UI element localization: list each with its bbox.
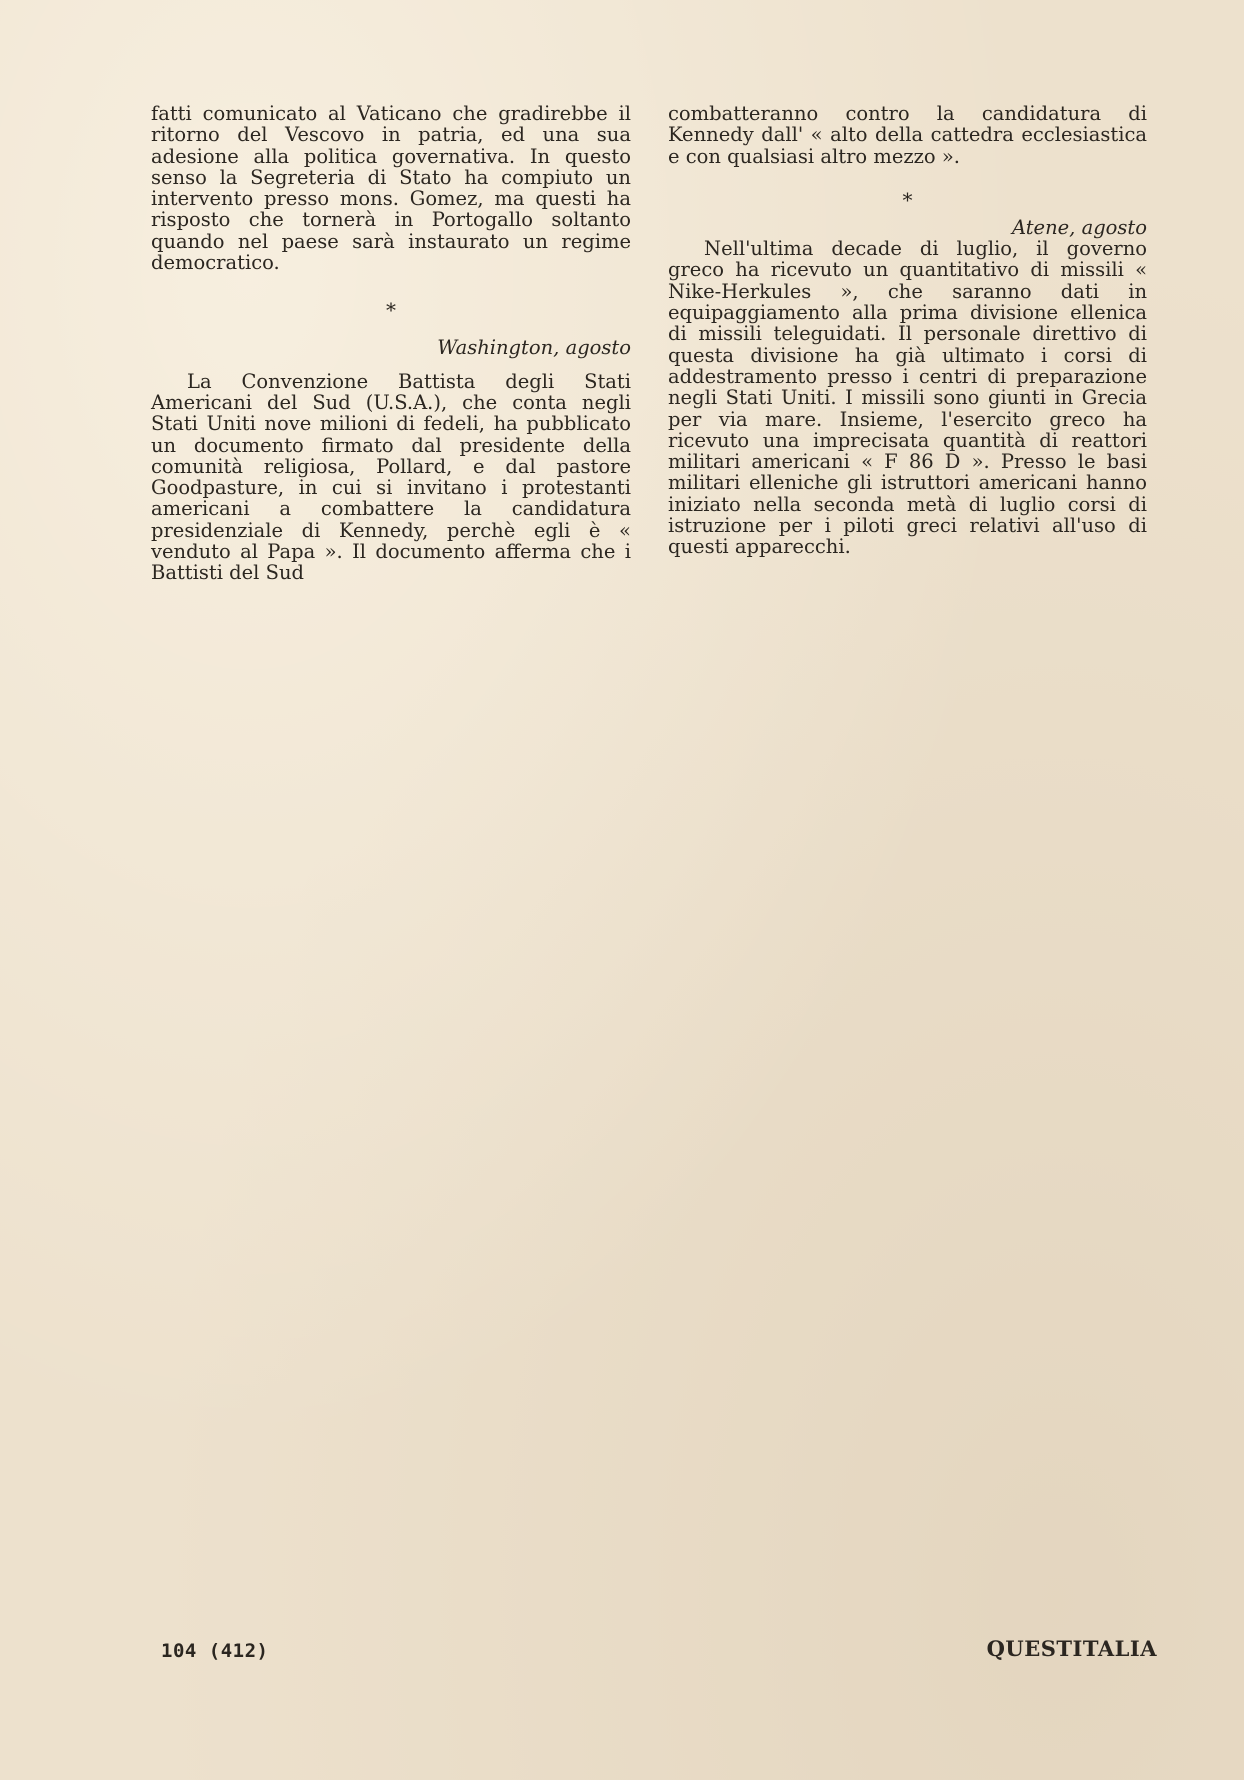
body-paragraph: Nell'ultima decade di luglio, il governo greco ha ricevuto un quantitativo di missili « Nike-Herkules », che saranno dati in equipaggiamento alla prima divisione ellenica di missili teleguidati. Il personale direttivo di questa divisione ha già ultimato i corsi di addestramento presso i centri di preparazione negli Stati Uniti. I missili sono giunti in Grecia per via mare. Insieme, l'esercito greco ha ricevuto una imprecisata quantità di reattori militari americani « F 86 D ». Presso le basi militari elleniche gli istruttori americani hanno iniziato nella seconda metà di luglio corsi di istruzione per i piloti greci relativi all'uso di questi apparecchi.	[668, 237, 1147, 559]
left-column	[151, 103, 631, 584]
publication-name: QUESTITALIA	[986, 1636, 1157, 1661]
section-separator-asterisk: *	[902, 187, 913, 212]
right-column	[668, 103, 1147, 558]
page-number: 104 (412)	[161, 1640, 269, 1662]
body-paragraph: combatteranno contro la candidatura di Kennedy dall' « alto della cattedra ecclesiastica e con qualsiasi altro mezzo ».	[668, 102, 1147, 168]
dateline: Washington, agosto	[437, 336, 631, 360]
dateline: Atene, agosto	[1011, 215, 1147, 239]
body-paragraph: La Convenzione Battista degli Stati Americani del Sud (U.S.A.), che conta negli Stati Uniti nove milioni di fedeli, ha pubblicato un documento firmato dal presidente della comunità religiosa, Pollard, e dal pastore Goodpasture, in cui si invitano i protestanti americani a combattere la candidatura presidenziale di Kennedy, perchè egli è « venduto al Papa ». Il documento afferma che i Battisti del Sud	[151, 369, 631, 585]
section-separator-asterisk: *	[386, 298, 396, 323]
body-paragraph: fatti comunicato al Vaticano che gradirebbe il ritorno del Vescovo in patria, ed una sua adesione alla politica governativa. In questo senso la Segreteria di Stato ha compiuto un intervento presso mons. Gomez, ma questi ha risposto che tornerà in Portogallo soltanto quando nel paese sarà instaurato un regime democratico.	[151, 102, 631, 275]
